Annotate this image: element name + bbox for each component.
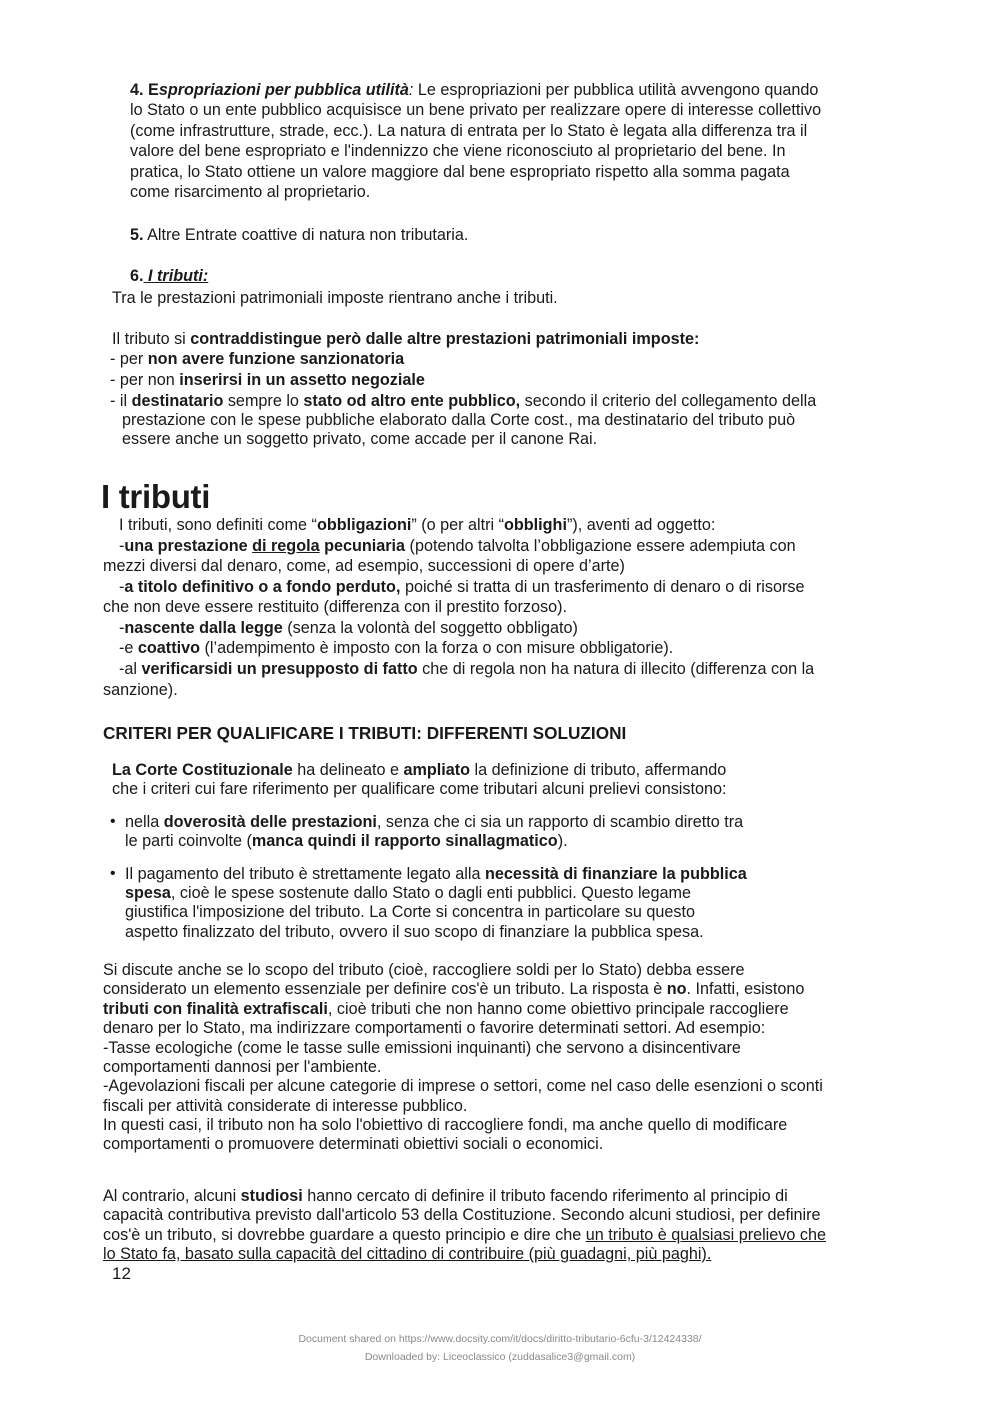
section-4-number: 4.	[130, 81, 144, 99]
section-4-colon: :	[408, 81, 414, 99]
footer-downloaded-line: Downloaded by: Liceoclassico (zuddasalice3@gmail.com)	[364, 1351, 636, 1363]
dash-item-pre: - per non	[110, 371, 180, 389]
tributi-text: -	[119, 619, 125, 637]
tributi-text: (potendo talvolta l’obbligazione essere adempiuta con	[405, 537, 796, 555]
contrario-bold: studiosi	[240, 1187, 303, 1205]
section-4-title: spropriazioni per pubblica utilità	[158, 81, 409, 99]
bullet-line: giustifica l'imposizione del tributo. La Corte si concentra in particolare su questo	[125, 903, 695, 921]
corte-text: ha delineato e	[292, 761, 404, 779]
dash-item-bold: inserirsi in un assetto negoziale	[179, 371, 425, 389]
dash-item-bold: destinatario	[131, 392, 224, 410]
discute-text: . Infatti, esistono	[686, 980, 805, 998]
bullet-text: ).	[557, 832, 568, 850]
discute-line	[103, 979, 804, 999]
section-5	[130, 225, 900, 245]
tributi-line	[119, 638, 673, 658]
dash-item-continuation: prestazione con le spese pubbliche elaborato dalla Corte cost., ma destinatario del tributo può	[122, 411, 796, 429]
section-6-heading	[130, 266, 900, 286]
bullet-text: , senza che ci sia un rapporto di scambio diretto tra	[376, 813, 744, 831]
dash-item-continuation: essere anche un soggetto privato, come accade per il canone Rai.	[122, 430, 598, 448]
discute-bold: tributi con finalità extrafiscali	[103, 1000, 328, 1018]
tributi-bold: nascente dalla legge	[124, 619, 283, 637]
contraddistingue-pre: Il tributo si	[112, 330, 191, 348]
page-number: 12	[112, 1264, 131, 1283]
section-5-text: Altre Entrate coattive di natura non tributaria.	[143, 226, 469, 244]
tributi-text: -	[119, 578, 125, 596]
corte-line: che i criteri cui fare riferimento per qualificare come tributari alcuni prelievi consistono:	[112, 780, 727, 798]
bullet-bold: spesa	[125, 884, 171, 902]
dash-item-post: secondo il criterio del collegamento della	[520, 392, 817, 410]
tributi-line	[119, 577, 804, 597]
section-6-number: 6.	[130, 267, 144, 285]
contraddistingue-bold: contraddistingue però dalle altre prestazioni patrimoniali imposte:	[190, 330, 700, 348]
discute-line: -Agevolazioni fiscali per alcune categorie di imprese o settori, come nel caso delle esenzioni o sconti	[103, 1077, 823, 1095]
discute-line: comportamenti dannosi per l'ambiente.	[103, 1058, 382, 1076]
dash-item-mid: sempre lo	[223, 392, 304, 410]
dash-item	[110, 349, 404, 369]
tributi-bold: pecuniaria	[319, 537, 406, 555]
discute-bold: no	[666, 980, 687, 998]
corte-text: la definizione di tributo, affermando	[470, 761, 727, 779]
tributi-line: sanzione).	[103, 681, 178, 699]
tributi-bold: obbligazioni	[316, 516, 412, 534]
tributi-line	[119, 515, 715, 535]
discute-text: , cioè tributi che non hanno come obiettivo principale raccogliere	[327, 1000, 789, 1018]
tributi-text: -	[119, 537, 125, 555]
section-4-title-initial: E	[148, 81, 159, 99]
dash-item-bold: stato od altro ente pubblico,	[303, 392, 521, 410]
bullet-bold: doverosità delle prestazioni	[163, 813, 377, 831]
tributi-line	[119, 659, 814, 679]
contrario-line	[103, 1244, 711, 1264]
tributi-text: (senza la volontà del soggetto obbligato)	[282, 619, 578, 637]
tributi-bold-underline: di regola	[252, 537, 320, 555]
contraddistingue-line	[112, 329, 699, 349]
tributi-text: -e	[119, 639, 138, 657]
criteri-heading: CRITERI PER QUALIFICARE I TRIBUTI: DIFFERENTI SOLUZIONI	[103, 723, 627, 743]
discute-line: In questi casi, il tributo non ha solo l'obiettivo di raccogliere fondi, ma anche quello di modificare	[103, 1116, 788, 1134]
contrario-line: capacità contributiva previsto dall'articolo 53 della Costituzione. Secondo alcuni studiosi, per definire	[103, 1206, 821, 1224]
bullet-bold: manca quindi il rapporto sinallagmatico	[251, 832, 558, 850]
bullet-line	[125, 883, 691, 903]
tributi-text: ” (o per altri “	[411, 516, 505, 534]
dash-item	[110, 370, 425, 390]
discute-line: denaro per lo Stato, ma indirizzare comportamenti o favorire determinati settori. Ad esempio:	[103, 1019, 766, 1037]
bullet-bold: necessità di finanziare la pubblica	[484, 865, 747, 883]
contrario-text: cos'è un tributo, si dovrebbe guardare a questo principio e dire che	[103, 1226, 586, 1244]
bullet-text: nella	[125, 813, 164, 831]
section-4-line: lo Stato o un ente pubblico acquisisce un bene privato per realizzare opere di interesse collettivo	[130, 101, 822, 120]
contrario-underline: un tributo è qualsiasi prelievo che	[585, 1226, 826, 1244]
bullet-text: , cioè le spese sostenute dallo Stato o dagli enti pubblici. Questo legame	[170, 884, 692, 902]
tributi-text: ”), aventi ad oggetto:	[566, 516, 716, 534]
tributi-bold: obblighi	[504, 516, 567, 534]
discute-line	[103, 999, 789, 1019]
tributi-bold: a titolo definitivo o a fondo perduto,	[124, 578, 401, 596]
footer-shared-line: Document shared on https://www.docsity.com/it/docs/diritto-tributario-6cfu-3/12424338/	[298, 1333, 702, 1345]
section-4-line: (come infrastrutture, strade, ecc.). La natura di entrata per lo Stato è legata alla differenza tra il	[130, 121, 808, 140]
bullet-text: le parti coinvolte (	[125, 832, 252, 850]
bullet-line: aspetto finalizzato del tributo, ovvero il suo scopo di finanziare la pubblica spesa.	[125, 923, 704, 941]
discute-text: considerato un elemento essenziale per definire cos'è un tributo. La risposta è	[103, 980, 667, 998]
section-4-line: come risarcimento al proprietario.	[130, 183, 371, 202]
bullet-dot: •	[110, 865, 116, 882]
discute-line: -Tasse ecologiche (come le tasse sulle emissioni inquinanti) che servono a disincentivare	[103, 1039, 741, 1057]
discute-line: fiscali per attività considerate di interesse pubblico.	[103, 1097, 468, 1115]
bullet-line	[125, 812, 743, 832]
section-6-intro: Tra le prestazioni patrimoniali imposte rientrano anche i tributi.	[112, 289, 558, 307]
dash-item	[110, 391, 816, 411]
tributi-line	[119, 536, 796, 556]
contrario-text: hanno cercato di definire il tributo facendo riferimento al principio di	[302, 1187, 788, 1205]
section-4-text: Le espropriazioni per pubblica utilità avvengono quando	[413, 81, 819, 99]
tributi-text: poiché si tratta di un trasferimento di denaro o di risorse	[400, 578, 805, 596]
tributi-line: mezzi diversi dal denaro, come, ad esempio, successioni di opere d’arte)	[103, 557, 625, 575]
discute-line: Si discute anche se lo scopo del tributo (cioè, raccogliere soldi per lo Stato) debba essere	[103, 961, 745, 979]
discute-line: comportamenti o promuovere determinati obiettivi sociali o economici.	[103, 1135, 604, 1153]
bullet-text: Il pagamento del tributo è strettamente legato alla	[125, 865, 485, 883]
bullet-line	[125, 864, 747, 884]
bullet-line	[125, 831, 568, 851]
section-4-line: valore del bene espropriato e l'indennizzo che viene riconosciuto al proprietario del bene. In	[130, 142, 786, 161]
section-4-line	[130, 80, 900, 100]
section-6-title: I tributi:	[143, 267, 209, 285]
corte-line	[112, 760, 726, 780]
section-5-number: 5.	[130, 226, 144, 244]
dash-item-pre: - il	[110, 392, 132, 410]
contrario-line	[103, 1225, 826, 1245]
tributi-text: -al	[119, 660, 142, 678]
tributi-bold: coattivo	[137, 639, 200, 657]
tributi-bold: una prestazione	[124, 537, 253, 555]
corte-bold: ampliato	[403, 761, 471, 779]
page-heading: I tributi	[101, 478, 211, 515]
tributi-text: (l’adempimento è imposto con la forza o con misure obbligatorie).	[199, 639, 674, 657]
tributi-line	[119, 618, 578, 638]
section-4	[130, 80, 900, 202]
contrario-line	[103, 1186, 788, 1206]
contrario-text: Al contrario, alcuni	[103, 1187, 241, 1205]
tributi-text: che di regola non ha natura di illecito (differenza con la	[417, 660, 815, 678]
section-4-line: pratica, lo Stato ottiene un valore maggiore dal bene espropriato rispetto alla somma pagata	[130, 162, 790, 181]
contrario-underline: lo Stato fa, basato sulla capacità del cittadino di contribuire (più guadagni, più paghi).	[103, 1245, 712, 1263]
corte-bold: La Corte Costituzionale	[112, 761, 293, 779]
tributi-line: che non deve essere restituito (differenza con il prestito forzoso).	[103, 598, 567, 616]
dash-item-pre: - per	[110, 350, 148, 368]
dash-item-bold: non avere funzione sanzionatoria	[147, 350, 405, 368]
bullet-dot: •	[110, 813, 116, 830]
tributi-bold: verificarsidi un presupposto di fatto	[141, 660, 418, 678]
tributi-text: I tributi, sono definiti come “	[119, 516, 317, 534]
